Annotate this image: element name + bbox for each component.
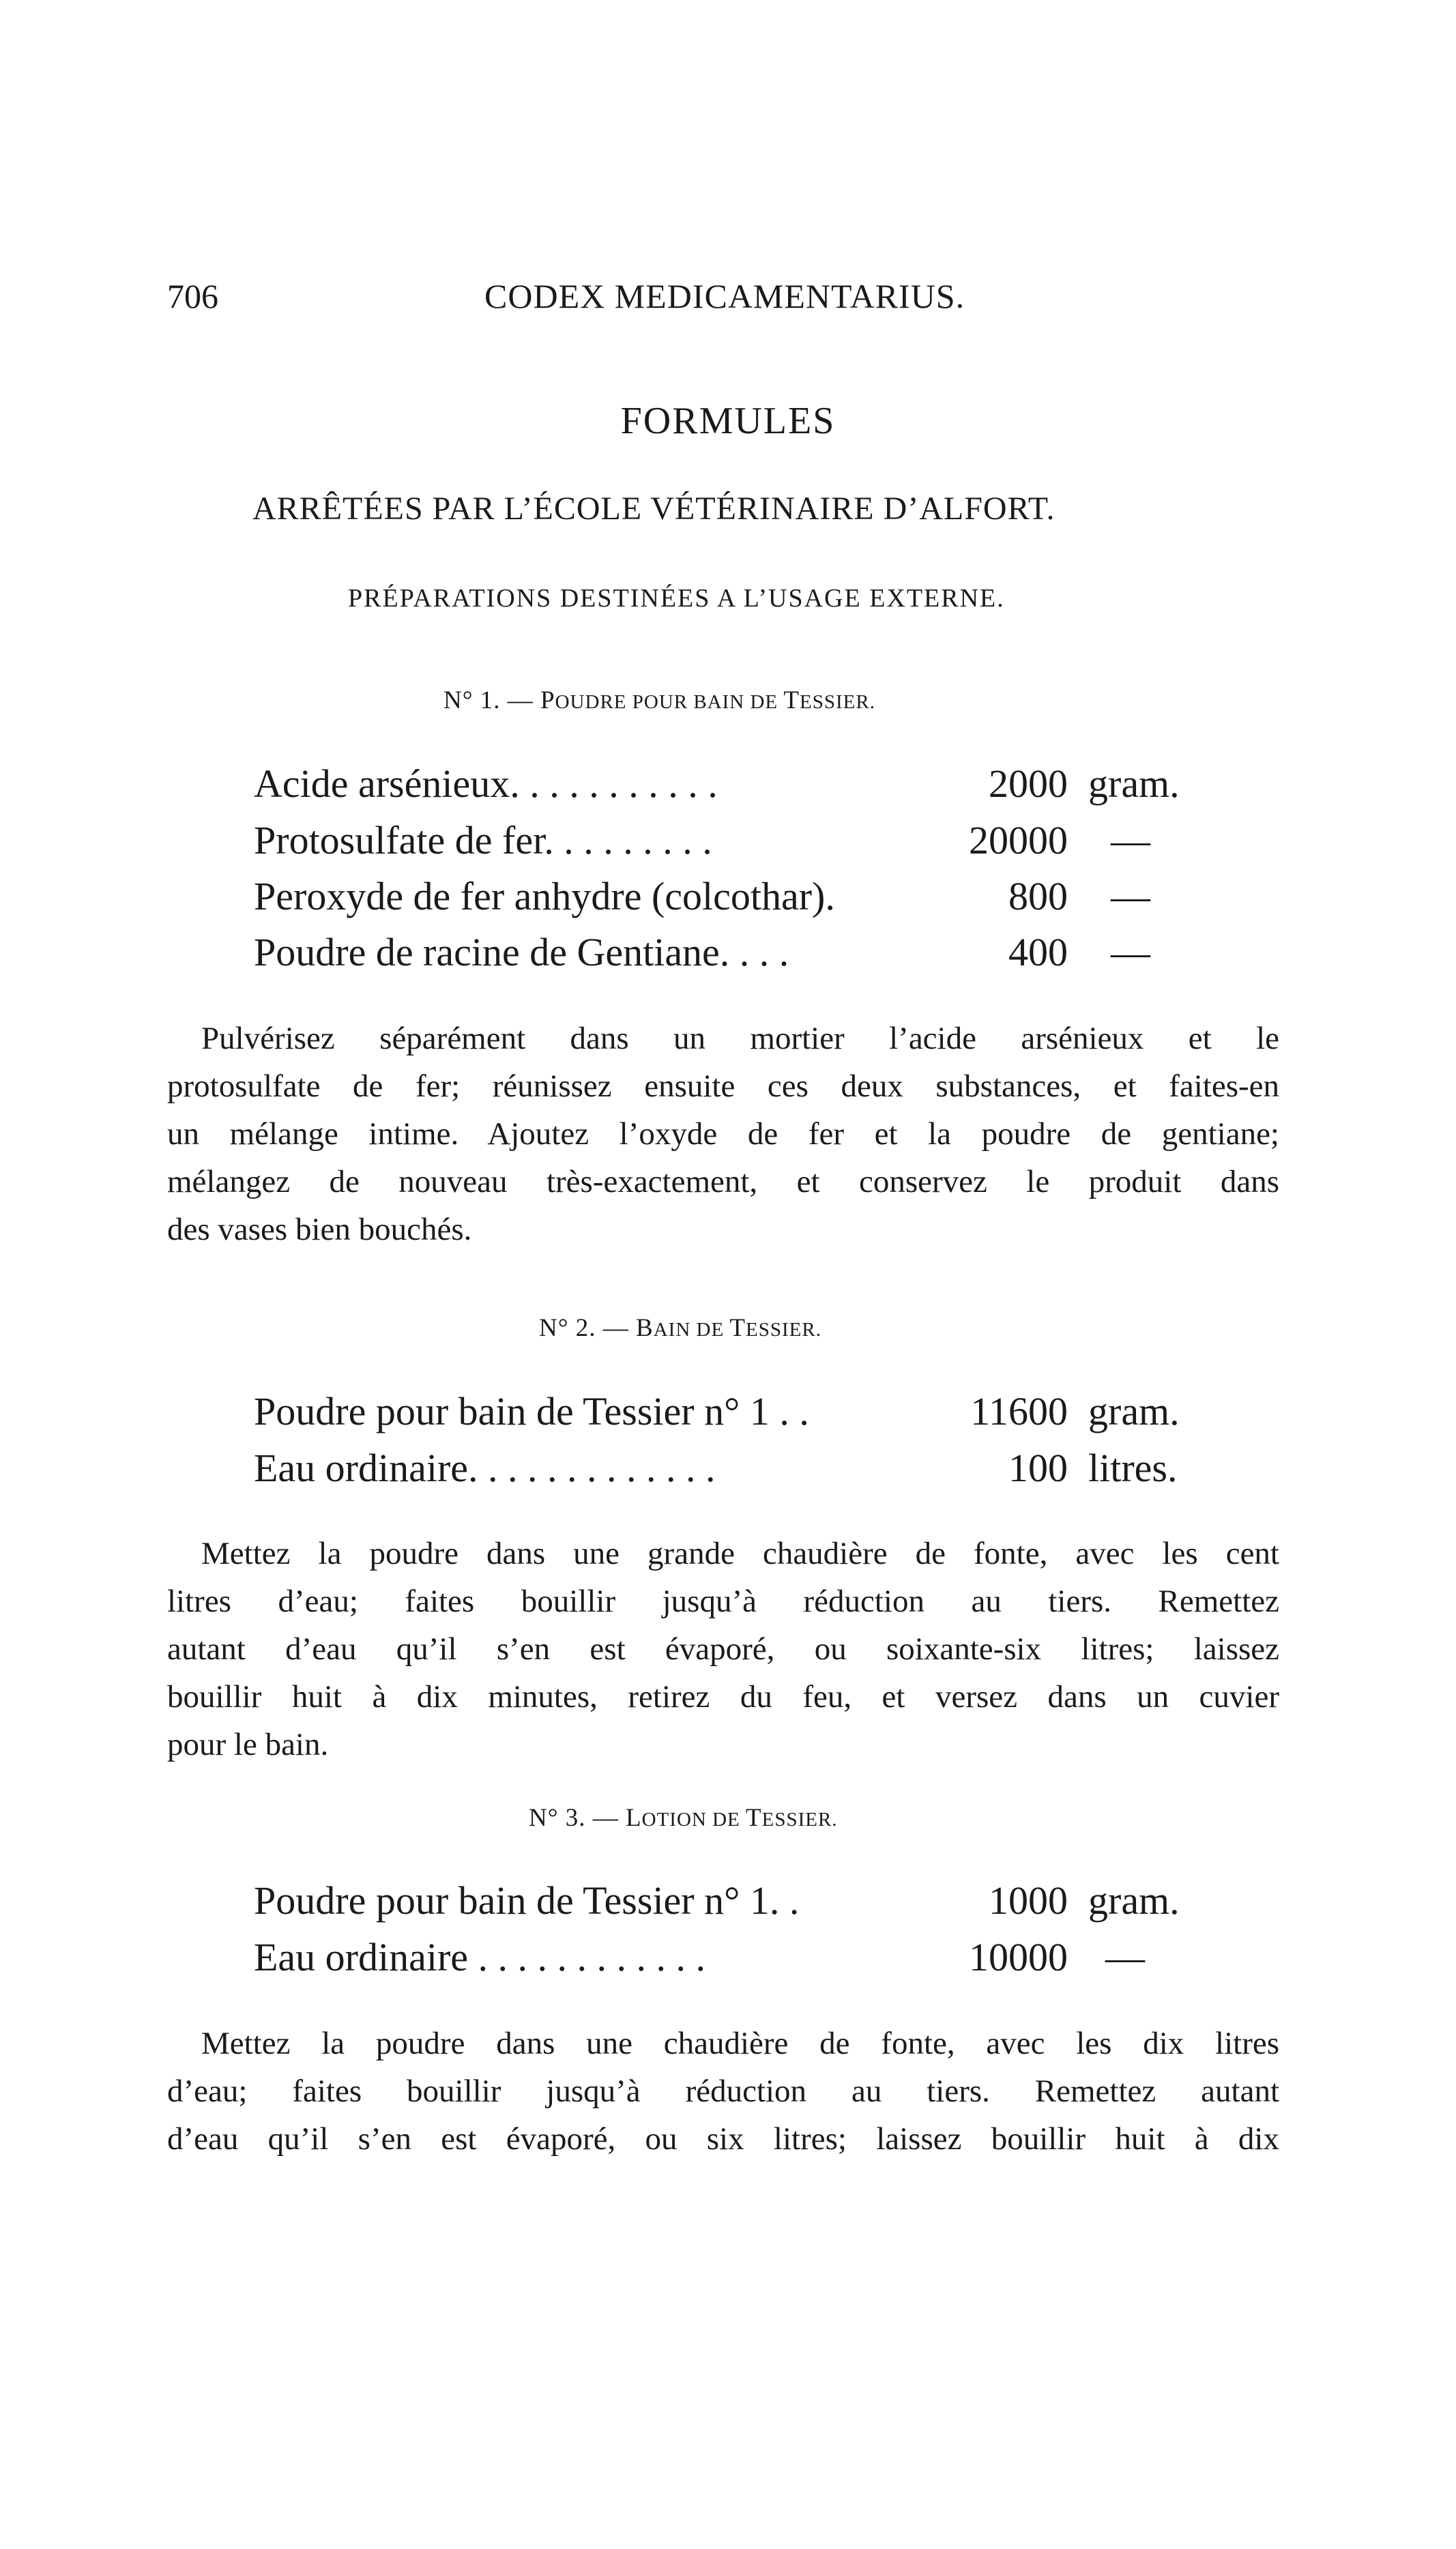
- ingredient-unit: —: [1111, 818, 1150, 862]
- ingredient-unit: —: [1111, 874, 1150, 918]
- ingredient-name: Acide arsénieux. . . . . . . . . . .: [254, 761, 718, 806]
- ingredient-name: Protosulfate de fer. . . . . . . . .: [254, 818, 712, 862]
- recipe-title-rest: AIN DE: [653, 1319, 730, 1341]
- ingredient-name: Poudre pour bain de Tessier n° 1. .: [254, 1878, 800, 1923]
- recipe-title-initial-2: T: [783, 686, 800, 714]
- running-title: CODEX MEDICAMENTARIUS.: [484, 277, 965, 315]
- ingredient-name: Poudre pour bain de Tessier n° 1 . .: [254, 1389, 809, 1433]
- recipe-title-initial: P: [540, 686, 555, 714]
- ingredient-name: Peroxyde de fer anhydre (colcothar).: [254, 874, 835, 918]
- paragraph-line: Mettez la poudre dans une grande chaudière de fonte, avec les cent: [201, 1536, 1279, 1571]
- main-heading: FORMULES: [620, 400, 836, 442]
- ingredient-unit: gram.: [1088, 761, 1180, 806]
- recipe-number: N° 2. —: [539, 1314, 629, 1342]
- recipe-title-rest-2: ESSIER.: [800, 691, 875, 713]
- recipe-heading-3: [529, 1803, 838, 1833]
- ingredient-unit: litres.: [1088, 1446, 1178, 1490]
- page-number: 706: [167, 277, 218, 315]
- paragraph-line: bouillir huit à dix minutes, retirez du feu, et versez dans un cuvier: [167, 1679, 1279, 1715]
- ingredient-unit: gram.: [1088, 1389, 1180, 1433]
- ingredient-name: Poudre de racine de Gentiane. . . .: [254, 930, 789, 974]
- recipe-number: N° 3. —: [529, 1804, 619, 1832]
- recipe-title-initial-2: T: [746, 1804, 762, 1832]
- paragraph-line: protosulfate de fer; réunissez ensuite ces deux substances, et faites-en: [167, 1068, 1279, 1104]
- section-heading: PRÉPARATIONS DESTINÉES A L’USAGE EXTERNE.: [348, 584, 1005, 613]
- paragraph-line: Mettez la poudre dans une chaudière de fonte, avec les dix litres: [201, 2026, 1279, 2061]
- ingredient-quantity: 100: [1008, 1446, 1068, 1490]
- paragraph-line: litres d’eau; faites bouillir jusqu’à réduction au tiers. Remettez: [167, 1584, 1279, 1619]
- recipe-title-initial-2: T: [729, 1314, 746, 1342]
- ingredient-quantity: 11600: [970, 1389, 1068, 1433]
- ingredient-unit: —: [1111, 930, 1150, 974]
- recipe-title-initial: B: [636, 1314, 654, 1342]
- paragraph-line: d’eau qu’il s’en est évaporé, ou six litres; laissez bouillir huit à dix: [167, 2121, 1279, 2157]
- recipe-heading-1: [443, 686, 875, 715]
- recipe-title-rest: OTION DE: [641, 1809, 746, 1831]
- sub-heading: ARRÊTÉES PAR L’ÉCOLE VÉTÉRINAIRE D’ALFORT.: [252, 491, 1055, 527]
- recipe-title-rest-2: ESSIER.: [761, 1809, 838, 1831]
- paragraph-line: d’eau; faites bouillir jusqu’à réduction au tiers. Remettez autant: [167, 2073, 1279, 2109]
- paragraph-line: pour le bain.: [167, 1727, 329, 1762]
- paragraph-line: mélangez de nouveau très-exactement, et conservez le produit dans: [167, 1164, 1279, 1199]
- ingredient-unit: gram.: [1088, 1878, 1180, 1923]
- paragraph-line: Pulvérisez séparément dans un mortier l’acide arsénieux et le: [201, 1021, 1279, 1056]
- recipe-heading-2: [539, 1313, 821, 1343]
- paragraph-line: des vases bien bouchés.: [167, 1212, 472, 1247]
- ingredient-unit: —: [1105, 1935, 1145, 1979]
- paragraph-line: un mélange intime. Ajoutez l’oxyde de fer et la poudre de gentiane;: [167, 1116, 1279, 1152]
- ingredient-name: Eau ordinaire. . . . . . . . . . . . .: [254, 1446, 716, 1490]
- ingredient-quantity: 800: [1008, 874, 1068, 918]
- recipe-title-rest-2: ESSIER.: [746, 1319, 821, 1341]
- recipe-title-rest: OUDRE POUR BAIN DE: [555, 691, 784, 713]
- ingredient-name: Eau ordinaire . . . . . . . . . . . .: [254, 1935, 706, 1979]
- recipe-number: N° 1. —: [443, 686, 534, 714]
- ingredient-quantity: 2000: [989, 761, 1068, 806]
- ingredient-quantity: 10000: [969, 1935, 1068, 1979]
- recipe-title-initial: L: [626, 1804, 642, 1832]
- ingredient-quantity: 1000: [989, 1878, 1068, 1923]
- paragraph-line: autant d’eau qu’il s’en est évaporé, ou soixante-six litres; laissez: [167, 1631, 1279, 1667]
- ingredient-quantity: 20000: [969, 818, 1068, 862]
- ingredient-quantity: 400: [1008, 930, 1068, 974]
